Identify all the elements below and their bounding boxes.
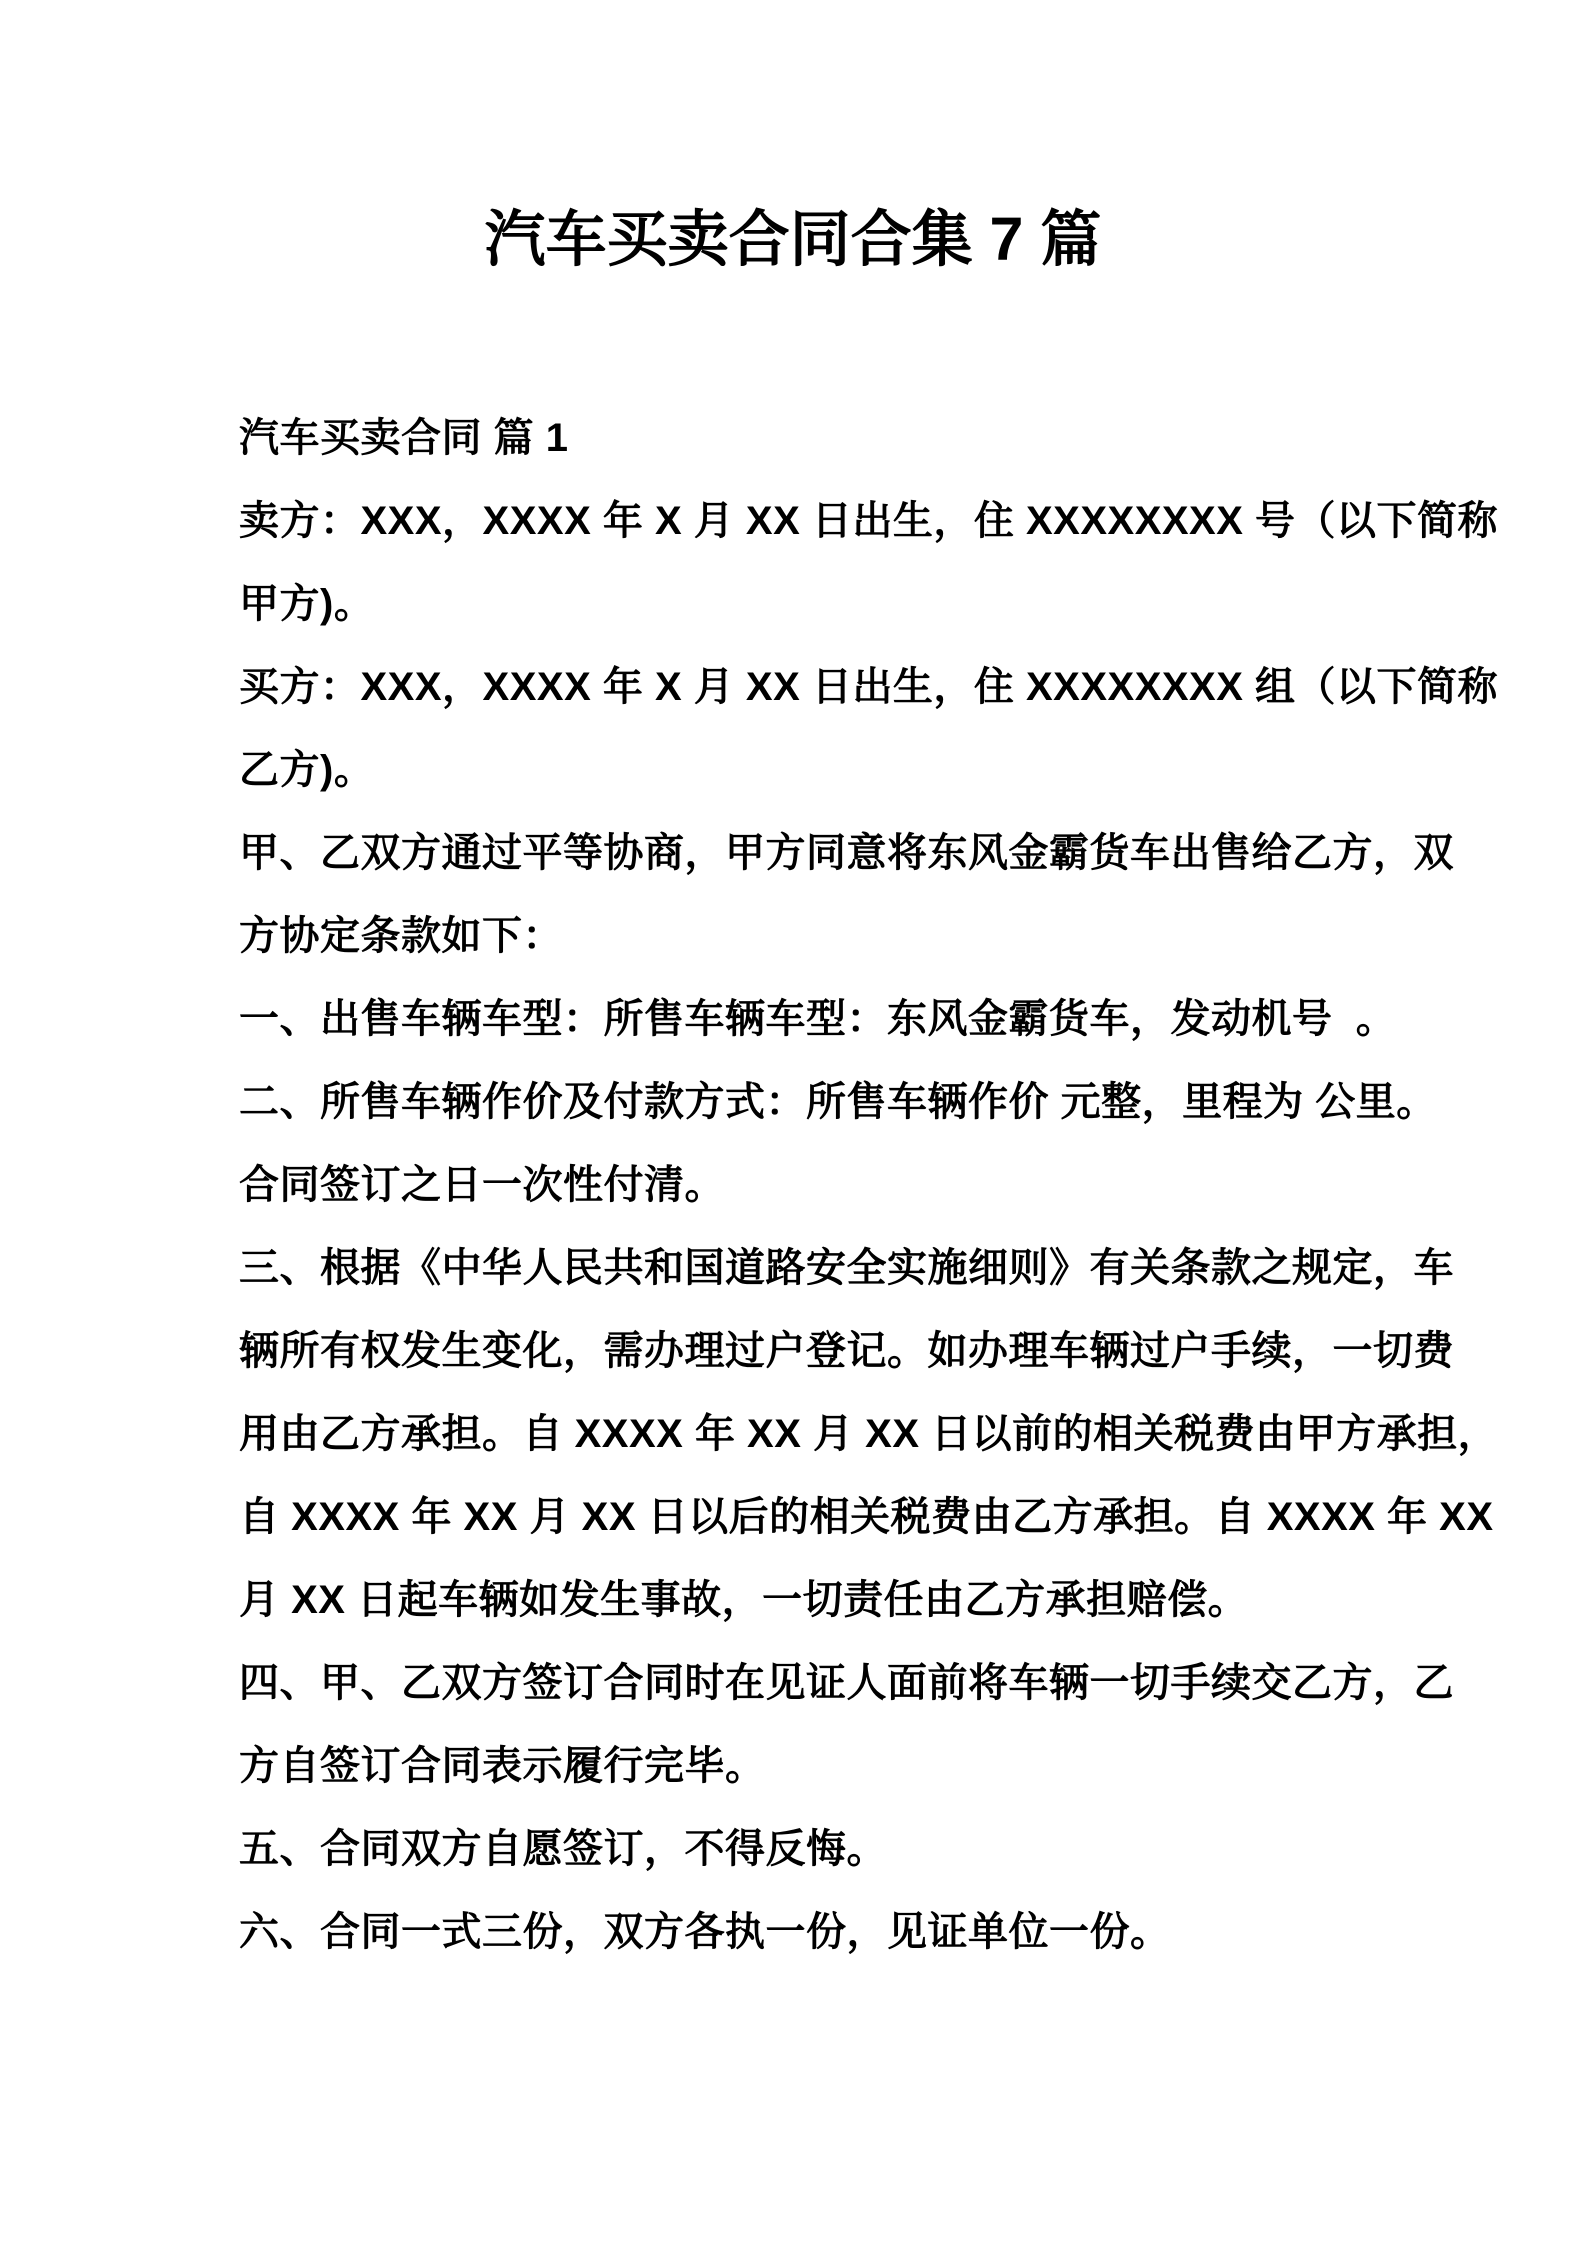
text-line: 方协定条款如下： (239, 914, 563, 958)
text-line: 方自签订合同表示履行完毕。 (239, 1744, 766, 1788)
text-line: 辆所有权发生变化，需办理过户登记。如办理车辆过户手续，一切费 (239, 1329, 1454, 1373)
text-line: 三、根据《中华人民共和国道路安全实施细则》有关条款之规定，车 (239, 1246, 1454, 1290)
text-line: 乙方)。 (239, 748, 375, 792)
text-line: 二、所售车辆作价及付款方式：所售车辆作价 元整，里程为 公里。 (239, 1080, 1437, 1124)
text-line: 卖方：XXX，XXXX 年 X 月 XX 日出生，住 XXXXXXXX 号（以下简称 (239, 499, 1499, 543)
text-line: 买方：XXX，XXXX 年 X 月 XX 日出生，住 XXXXXXXX 组（以下简称 (239, 665, 1499, 709)
text-line: 四、甲、乙双方签订合同时在见证人面前将车辆一切手续交乙方，乙 (239, 1661, 1454, 1705)
text-line: 汽车买卖合同 篇 1 (239, 416, 569, 460)
text-line: 合同签订之日一次性付清。 (239, 1163, 725, 1207)
document-title: 汽车买卖合同合集 7 篇 (484, 205, 1102, 273)
document-body (239, 397, 1499, 1974)
text-line: 用由乙方承担。自 XXXX 年 XX 月 XX 日以前的相关税费由甲方承担， (239, 1412, 1499, 1456)
text-line: 月 XX 日起车辆如发生事故，一切责任由乙方承担赔偿。 (239, 1578, 1249, 1622)
text-line: 六、合同一式三份，双方各执一份，见证单位一份。 (239, 1910, 1171, 1954)
text-line: 甲、乙双方通过平等协商，甲方同意将东风金霸货车出售给乙方，双 (239, 831, 1454, 875)
text-line: 甲方)。 (239, 582, 375, 626)
text-line: 自 XXXX 年 XX 月 XX 日以后的相关税费由乙方承担。自 XXXX 年 XX (239, 1495, 1494, 1539)
text-line: 一、出售车辆车型：所售车辆车型：东风金霸货车，发动机号 。 (239, 997, 1397, 1041)
text-line: 五、合同双方自愿签订，不得反悔。 (239, 1827, 887, 1871)
